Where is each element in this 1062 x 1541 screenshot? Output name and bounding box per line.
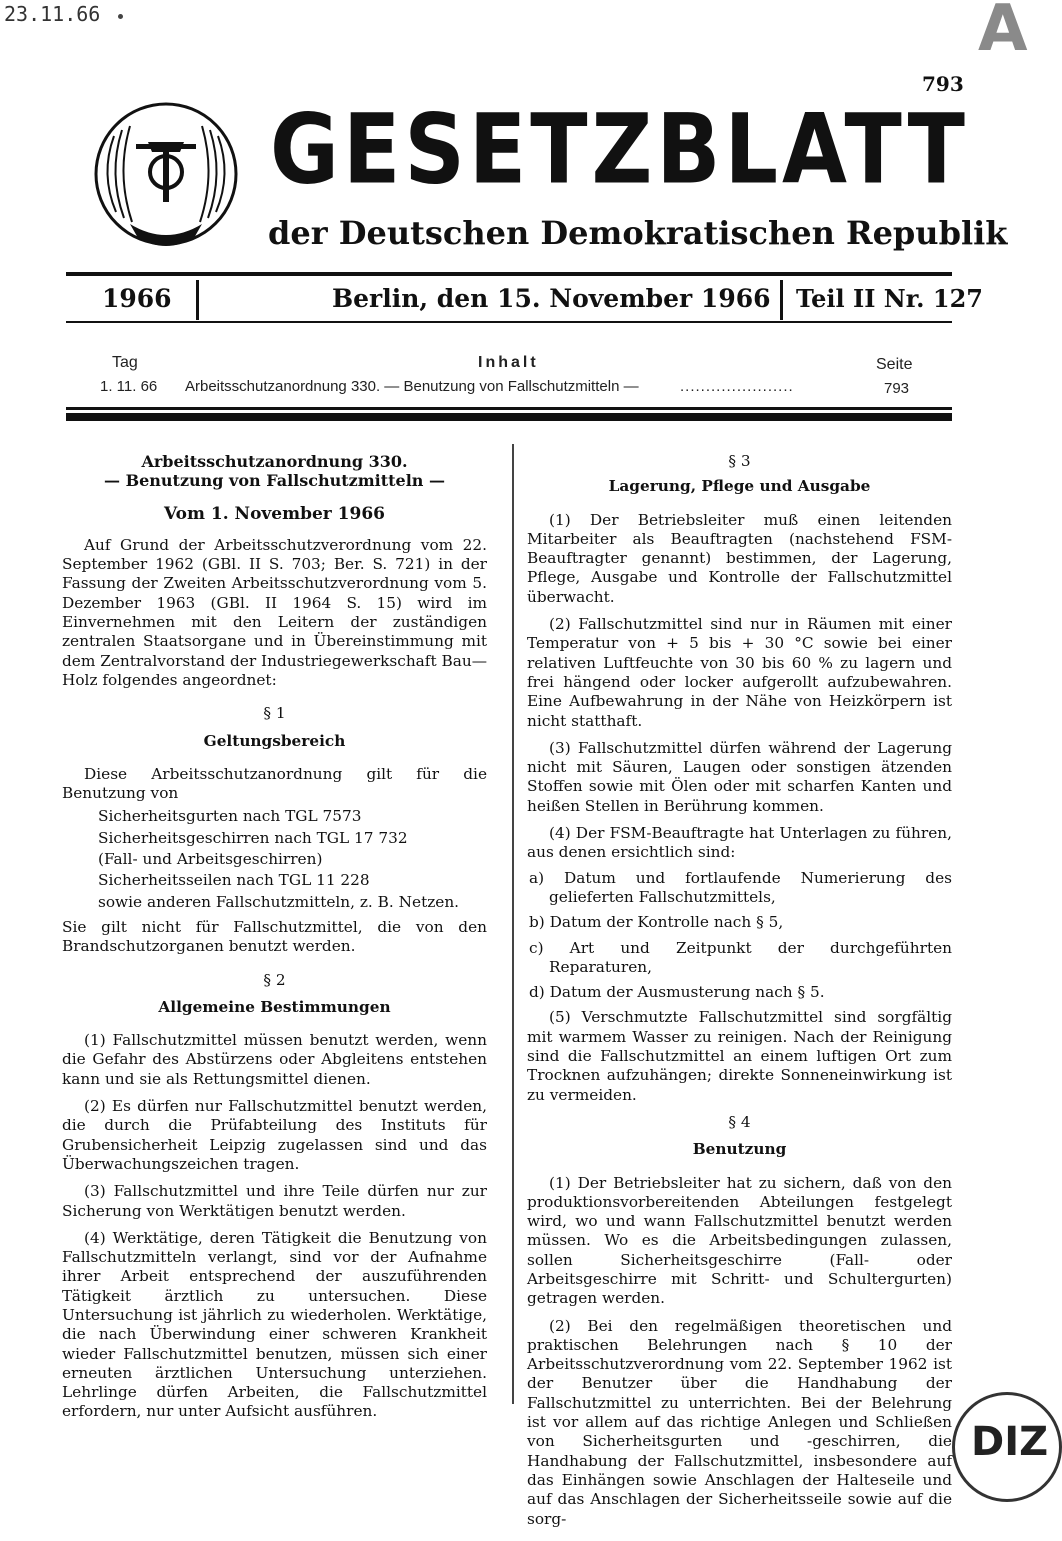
section-2-paragraph: (2) Es dürfen nur Fallschutzmittel benutzt werden, die durch die Prüfabteilung des Instituts für Grubensicherheit Leipzig zugelassen sind und das Überwachungszeichen tragen.: [62, 1097, 487, 1173]
section-4-paragraph: (1) Der Betriebsleiter hat zu sichern, daß von den produktionsvorbereitenden Abteilungen festgelegt wird, wo und wann Fallschutzmittel benutzt werden müssen. Wo es die Arbeitsbedingungen zulassen, sollen Sicherheitsgeschirre (Fall- oder Arbeitsgeschirre mit Schritt- und Schultergurten) getragen werden.: [527, 1173, 952, 1308]
issue-place-date: Berlin, den 15. November 1966: [332, 284, 771, 313]
section-3-paragraph: (5) Verschmutzte Fallschutzmittel sind sorgfältig mit warmem Wasser zu reinigen. Nach der Reinigung sind die Fallschutzmittel an einem luftigen Ort zum Trocknen aufzuhängen; direkte Sonneneinwirkung ist zu vermeiden.: [527, 1008, 952, 1104]
corner-stamp-text: DIZ: [971, 1419, 1049, 1465]
toc-rule: [66, 407, 952, 410]
section-3-paragraph: (2) Fallschutzmittel sind nur in Räumen mit einer Temperatur von + 5 bis + 30 °C sowie bei einer relativen Luftfeuchte von 30 bis 60 % zu lagern und frei hängend oder locker aufgerollt aufzubewahren. Eine Aufbewahrung in der Nähe von Heizkörpern ist nicht statthaft.: [527, 615, 952, 730]
section-3-paragraph: (3) Fallschutzmittel dürfen während der Lagerung nicht mit Säuren, Laugen oder sonstigen ätzenden Stoffen sowie mit Ölen oder mit scharfen Kanten und heißen Stellen in Berührung kommen.: [527, 738, 952, 815]
section-1-closing: Sie gilt nicht für Fallschutzmittel, die von den Brandschutzorganen benutzt werden.: [62, 917, 487, 956]
scope-item: Sicherheitsgeschirren nach TGL 17 732: [98, 828, 408, 847]
masthead-subtitle: der Deutschen Demokratischen Republik: [268, 214, 1008, 252]
toc-tag-label: Tag: [112, 354, 138, 371]
issue-part-number: Teil II Nr. 127: [796, 284, 983, 313]
toc-entry-date: 1. 11. 66: [100, 378, 158, 395]
state-emblem-icon: [86, 96, 246, 256]
bottom-rule: [66, 321, 952, 323]
section-2-paragraph: (1) Fallschutzmittel müssen benutzt werden, wenn die Gefahr des Abstürzens oder Abgleitens entstehen kann und sie als Rettungsmittel dienen.: [62, 1031, 487, 1088]
record-item: b) Datum der Kontrolle nach § 5,: [529, 913, 784, 932]
record-item: d) Datum der Ausmusterung nach § 5.: [529, 983, 825, 1002]
article-date: Vom 1. November 1966: [164, 503, 385, 524]
record-item: a) Datum und fortlaufende Numerierung des gelieferten Fallschutzmittels,: [529, 868, 952, 906]
corner-stamp: [952, 1392, 1062, 1502]
section-4-paragraph: (2) Bei den regelmäßigen theoretischen und praktischen Belehrungen nach § 10 der Arbeitsschutzverordnung vom 22. September 1962 ist der Benutzer über die Handhabung der Fallschutzmittel zu unterrichten. Bei der Belehrung ist vor allem auf das richtige Anlegen und Schließen von Sicherheitsgurten und -geschirren, die Handhabung der Fallschutzmittel, insbesondere auf das Einhängen sowie Anschlagen der Halteseile und auf das Anschlagen der Sicherheitsseile sowie auf die sorg-: [527, 1316, 952, 1528]
scope-item: (Fall- und Arbeitsgeschirren): [98, 850, 323, 869]
section-1-heading: Geltungsbereich: [203, 731, 346, 750]
section-2-heading: Allgemeine Bestimmungen: [158, 997, 391, 1016]
section-1-number: § 1: [263, 704, 286, 723]
section-3-paragraph: (4) Der FSM-Beauftragte hat Unterlagen zu führen, aus denen ersichtlich sind:: [527, 824, 952, 862]
page-number: 793: [922, 72, 964, 96]
section-3-paragraph: (1) Der Betriebsleiter muß einen leitenden Mitarbeiter als Beauftragten (nachstehend FSM-Beauftragter genannt) bestimmen, der Lagerung, Pflege, Ausgabe und Kontrolle der Fallschutzmittel überwacht.: [527, 510, 952, 606]
article-preamble: Auf Grund der Arbeitsschutzverordnung vom 22. September 1962 (GBl. II S. 703; Ber. S. 721) in der Fassung der Zweiten Arbeitsschutzverordnung vom 5. Dezember 1963 (GBl. II 1964 S. 15) wird im Einvernehmen mit den Leitern der zuständigen zentralen Staatsorgane und in Übereinstimmung mit dem Zentralvorstand der Industriegewerkschaft Bau—Holz folgendes angeordnet:: [62, 535, 487, 689]
right-column: [527, 452, 952, 1537]
section-1-intro: Diese Arbeitsschutzanordnung gilt für die Benutzung von: [62, 764, 487, 803]
section-2-paragraph: (4) Werktätige, deren Tätigkeit die Benutzung von Fallschutzmitteln verlangt, sind vor der Aufnahme ihrer Arbeit entsprechend der auszuführenden Tätigkeit ärztlich zu untersuchen. Diese Untersuchung ist jährlich zu wiederholen. Werktätige, die nach Überwindung einer schweren Krankheit wieder Fallschutzmittel benutzen, müssen sich einer erneuten ärztlichen Untersuchung unterziehen. Lehrlinge dürfen Arbeiten, die Fallschutzmittel erfordern, nur unter Aufsicht ausführen.: [62, 1228, 487, 1421]
divider: [780, 280, 783, 320]
section-4-number: § 4: [728, 1112, 751, 1131]
article-title-line1: Arbeitsschutzanordnung 330.: [141, 452, 408, 471]
ink-dot: [118, 14, 123, 19]
section-2-number: § 2: [263, 970, 286, 989]
left-column: [62, 452, 487, 1430]
issue-year: 1966: [102, 284, 172, 313]
scope-item: sowie anderen Fallschutzmitteln, z. B. Netzen.: [98, 892, 460, 911]
handwritten-date: 23.11.66: [4, 2, 101, 26]
divider: [196, 280, 199, 320]
scope-item: Sicherheitsgurten nach TGL 7573: [98, 807, 362, 826]
corner-letter: A: [978, 0, 1028, 66]
scope-item: Sicherheitsseilen nach TGL 11 228: [98, 871, 370, 890]
column-divider: [512, 444, 514, 1404]
toc-rule-thick: [66, 413, 952, 421]
toc-inhalt-label: Inhalt: [478, 354, 539, 371]
section-3-heading: Lagerung, Pflege und Ausgabe: [608, 477, 871, 496]
toc-seite-label: Seite: [876, 356, 913, 373]
top-rule: [66, 272, 952, 276]
toc-entry-page: 793: [884, 380, 910, 397]
section-3-number: § 3: [728, 452, 751, 470]
masthead-title: GESETZBLATT: [270, 92, 969, 206]
toc-entry-dots: ......................: [680, 378, 794, 395]
record-item: c) Art und Zeitpunkt der durchgeführten Reparaturen,: [529, 938, 952, 976]
section-4-heading: Benutzung: [692, 1140, 787, 1159]
article-title-line2: — Benutzung von Fallschutzmitteln —: [104, 471, 445, 491]
section-2-paragraph: (3) Fallschutzmittel und ihre Teile dürfen nur zur Sicherung von Werktätigen benutzt werden.: [62, 1182, 487, 1220]
toc-entry-title: Arbeitsschutzanordnung 330. — Benutzung von Fallschutzmitteln —: [185, 378, 639, 395]
